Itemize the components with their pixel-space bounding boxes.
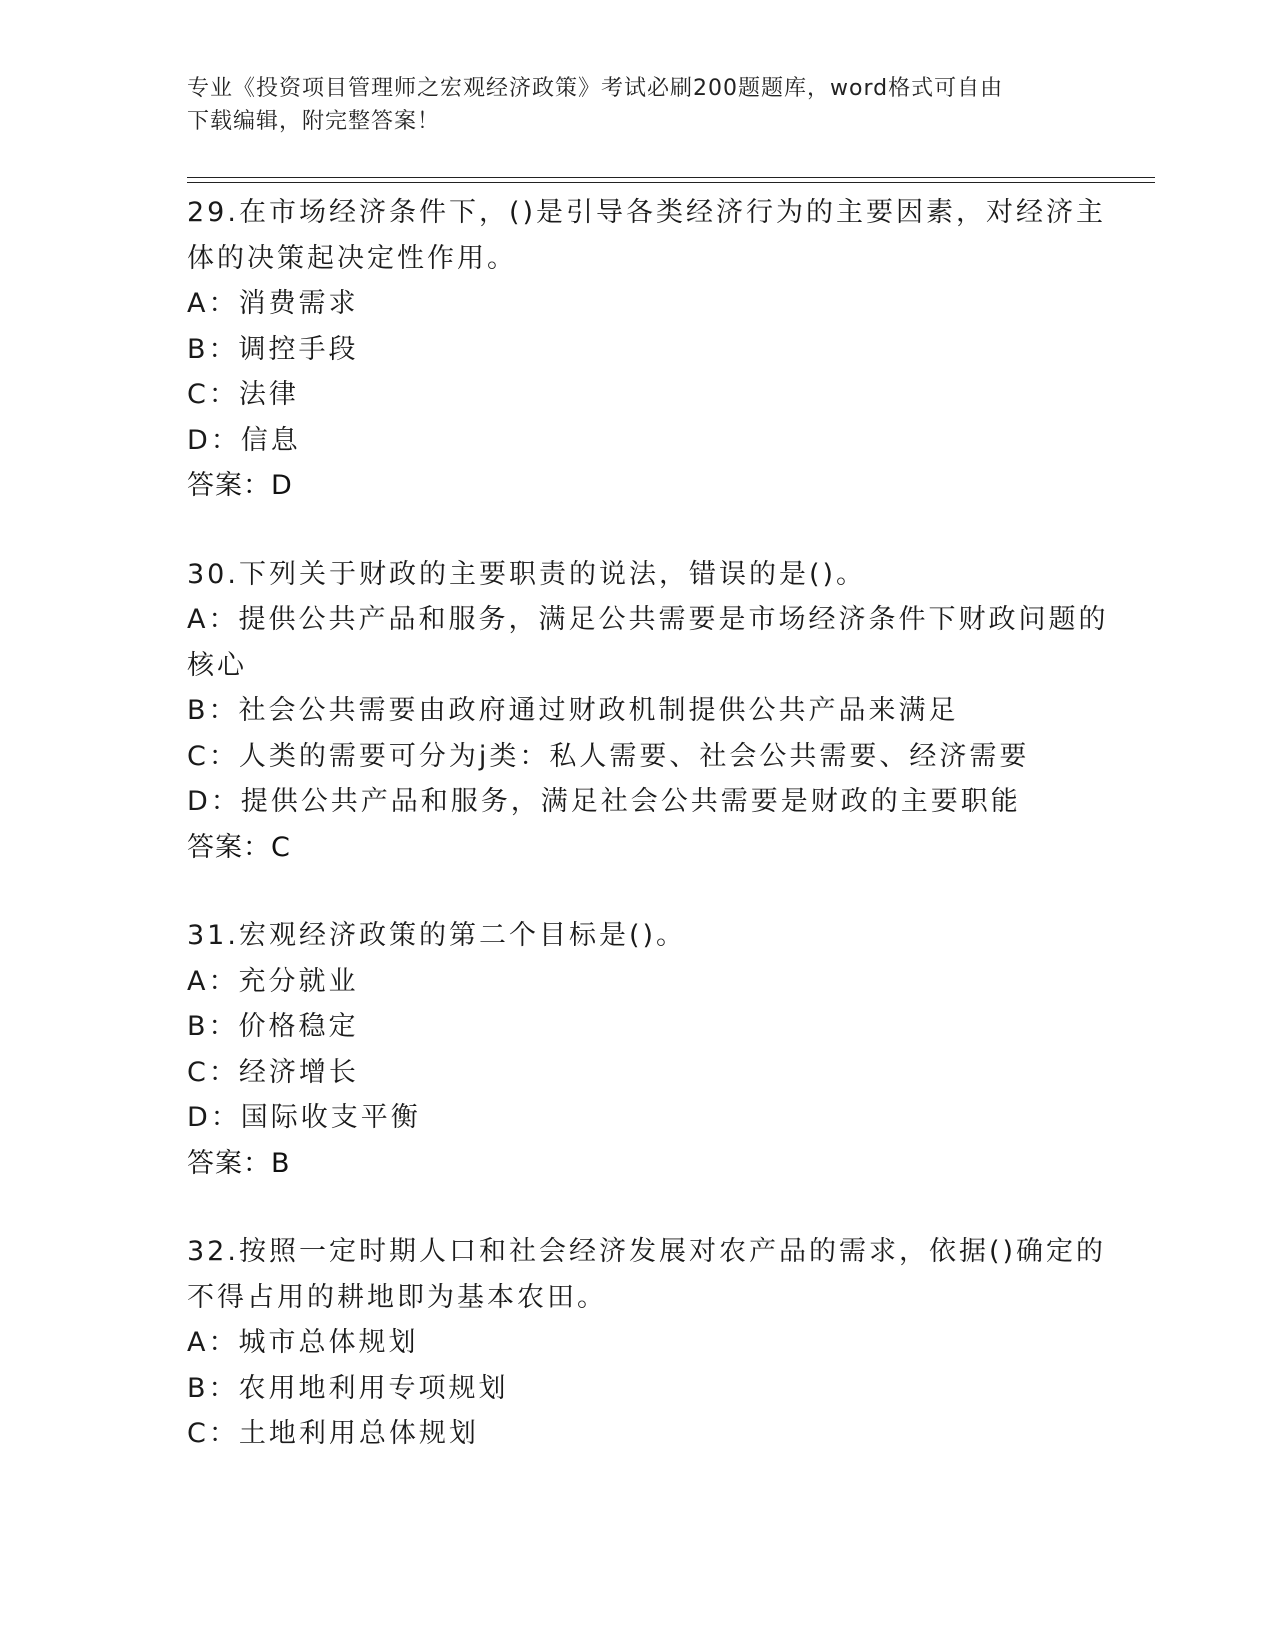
question-block (187, 190, 1107, 509)
question-block (187, 913, 1087, 1186)
answer-key: 答案：D (187, 470, 293, 501)
question-stem: 30.下列关于财政的主要职责的说法，错误的是()。 (187, 558, 867, 590)
header-line-1: 专业《投资项目管理师之宏观经济政策》考试必刷200题题库，word格式可自由 (187, 76, 1004, 101)
question-stem: 不得占用的耕地即为基本农田。 (187, 1281, 607, 1313)
question-block (187, 552, 1109, 871)
answer-option: C：经济增长 (187, 1056, 359, 1088)
answer-option: A：提供公共产品和服务，满足公共需要是市场经济条件下财政问题的 (187, 604, 1109, 635)
answer-key: 答案：C (187, 831, 291, 863)
header-line-2: 下载编辑，附完整答案！ (187, 109, 441, 134)
answer-option: B：农用地利用专项规划 (187, 1372, 509, 1404)
answer-option: B：社会公共需要由政府通过财政机制提供公共产品来满足 (187, 695, 959, 726)
answer-option: A：充分就业 (187, 965, 359, 997)
answer-option: B：调控手段 (187, 333, 359, 365)
document-header (187, 72, 1067, 138)
answer-option: A：消费需求 (187, 288, 359, 319)
answer-key: 答案：B (187, 1147, 291, 1179)
question-stem: 32.按照一定时期人口和社会经济发展对农产品的需求，依据()确定的 (187, 1236, 1107, 1267)
question-stem: 体的决策起决定性作用。 (187, 242, 517, 274)
answer-option: D：信息 (187, 424, 301, 456)
question-block (187, 1229, 1107, 1457)
header-divider-top (187, 177, 1155, 178)
answer-option: D：国际收支平衡 (187, 1102, 421, 1133)
answer-option: B：价格稳定 (187, 1011, 359, 1042)
header-divider-bottom (187, 182, 1155, 183)
question-list (187, 190, 1109, 1500)
answer-option: C：土地利用总体规划 (187, 1418, 479, 1449)
answer-option: A：城市总体规划 (187, 1327, 419, 1358)
question-stem: 29.在市场经济条件下，()是引导各类经济行为的主要因素，对经济主 (187, 197, 1107, 228)
answer-option: C：人类的需要可分为j类：私人需要、社会公共需要、经济需要 (187, 740, 1030, 772)
answer-option: 核心 (187, 649, 247, 681)
answer-option: C：法律 (187, 379, 299, 410)
answer-option: D：提供公共产品和服务，满足社会公共需要是财政的主要职能 (187, 786, 1021, 817)
question-stem: 31.宏观经济政策的第二个目标是()。 (187, 920, 687, 951)
